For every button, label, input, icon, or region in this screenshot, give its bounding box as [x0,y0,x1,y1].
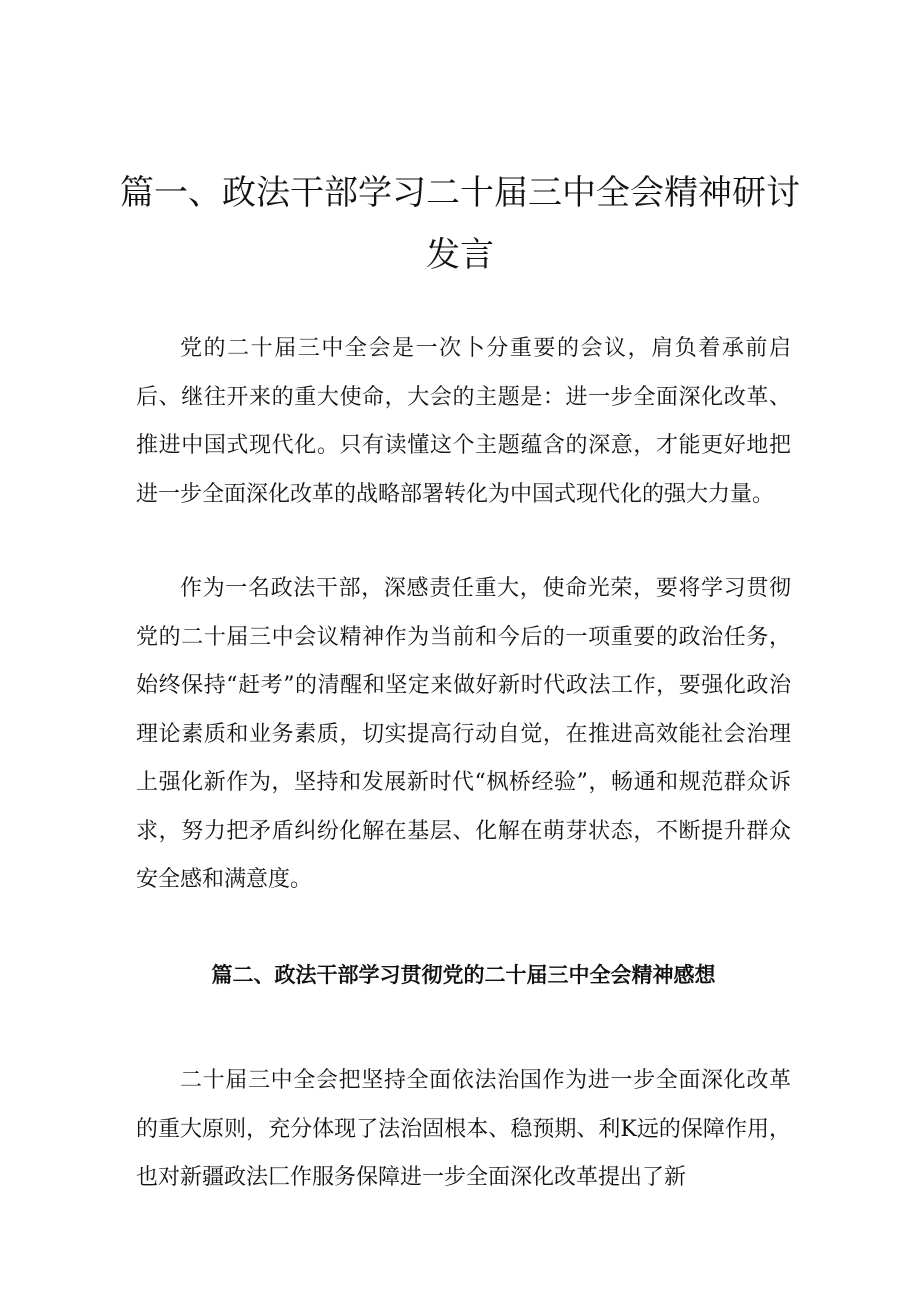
paragraph-2: 作为一名政法干部，深感责任重大，使命光荣，要将学习贯彻党的二十届三中会议精神作为当前和今后的一项重要的政治任务，始终保持“赶考”的清醒和坚定来做好新时代政法工作，要强化政治理论素质和业务素质，切实提高行动自觉，在推进高效能社会治理上强化新作为，坚持和发展新时代“枫桥经验”，畅通和规范群众诉求，努力把矛盾纠纷化解在基层、化解在萌芽状态，不断提升群众安全感和满意度。 [136,576,791,892]
section-heading: 篇二、政法干部学习贯彻党的二十届三中全会精神感想 [211,963,716,987]
paragraph-1: 党的二十届三中全会是一次卜分重要的会议，肩负着承前启后、继往开来的重大使命，大会的主题是：进一步全面深化改革、推进中国式现代化。只有读懂这个主题蕴含的深意，才能更好地把进一步全面深化改革的战略部署转化为中国式现代化的强大力量。 [136,336,791,507]
document-title: 篇一、政法干部学习二十届三中全会精神研讨发言 [120,173,800,275]
section-paragraph: 二十届三中全会把坚持全面依法治国作为进一步全面深化改革的重大原则，充分体现了法治固根本、稳预期、利K远的保障作用，也对新疆政法匚作服务保障进一步全面深化改革提出了新 [136,1068,791,1190]
